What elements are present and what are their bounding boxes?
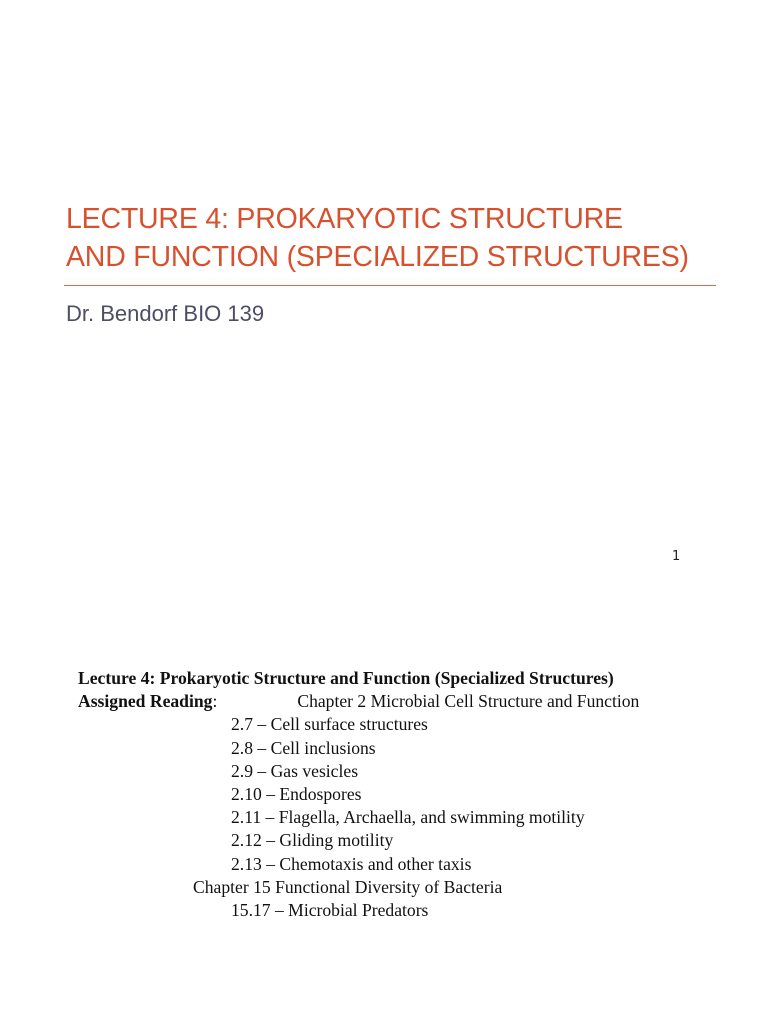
title-divider <box>64 285 716 286</box>
section-item: 15.17 – Microbial Predators <box>231 899 429 920</box>
section-item: 2.12 – Gliding motility <box>231 830 394 851</box>
slide-title-line-2: AND FUNCTION (SPECIALIZED STRUCTURES) <box>66 241 689 273</box>
notes-heading: Lecture 4: Prokaryotic Structure and Function (Specialized Structures) <box>78 668 614 688</box>
slide-title-line-1: LECTURE 4: PROKARYOTIC STRUCTURE <box>66 203 623 235</box>
section-item: 2.7 – Cell surface structures <box>231 714 428 735</box>
assigned-reading-label: Assigned Reading <box>78 691 213 712</box>
section-item: 2.13 – Chemotaxis and other taxis <box>231 853 472 874</box>
section-item: 2.10 – Endospores <box>231 783 362 804</box>
page-number: 1 <box>672 549 681 564</box>
slide-title <box>66 200 726 276</box>
assigned-reading-row <box>78 690 738 713</box>
section-item: 2.9 – Gas vesicles <box>231 760 359 781</box>
chapter-title: Chapter 15 Functional Diversity of Bacteria <box>193 876 503 897</box>
lecture-notes <box>78 667 738 922</box>
section-item: 2.8 – Cell inclusions <box>231 737 376 758</box>
slide-subtitle: Dr. Bendorf BIO 139 <box>66 301 265 326</box>
assigned-reading-colon: : <box>212 691 218 712</box>
section-item: 2.11 – Flagella, Archaella, and swimming motility <box>231 807 585 828</box>
chapter-title: Chapter 2 Microbial Cell Structure and Function <box>297 691 640 712</box>
